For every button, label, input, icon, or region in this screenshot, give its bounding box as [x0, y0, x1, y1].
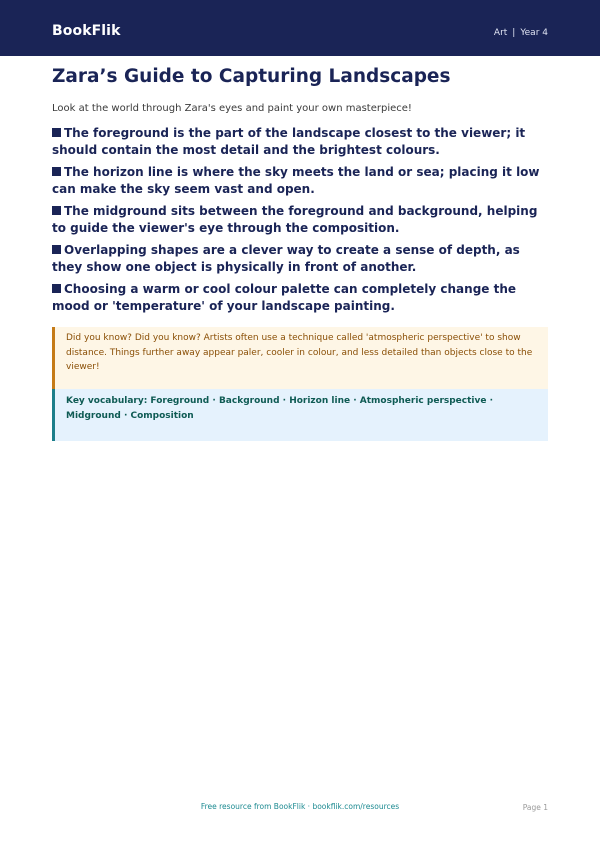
main-content	[52, 62, 548, 320]
square-bullet-icon	[52, 167, 61, 176]
did-you-know-callout	[52, 327, 548, 389]
page-title: Zara’s Guide to Capturing Landscapes	[52, 66, 451, 87]
square-bullet-icon	[52, 128, 61, 137]
square-bullet-icon	[52, 245, 61, 254]
subject-label: Art	[493, 28, 508, 38]
footer-resource-link[interactable]: Free resource from BookFlik · bookflik.com/resources	[200, 802, 400, 811]
top-bar	[0, 0, 600, 56]
list-item	[52, 242, 548, 276]
breadcrumb	[494, 28, 548, 38]
square-bullet-icon	[52, 206, 61, 215]
vocabulary-text: Key vocabulary: Foreground · Background · Horizon line · Atmospheric perspective · Midground · Composition	[66, 396, 494, 421]
list-item-text: The horizon line is where the sky meets the land or sea; placing it low can make the sky seem vast and open.	[52, 165, 540, 196]
list-item-text: Overlapping shapes are a clever way to create a sense of depth, as they show one object is physically in front of another.	[52, 243, 520, 274]
key-vocabulary-box	[52, 389, 548, 441]
year-label: Year 4	[520, 28, 548, 38]
tips-list	[52, 125, 548, 315]
callout-text: Did you know? Did you know? Artists often use a technique called 'atmospheric perspective' to show distance. Things further away appear paler, cooler in colour, and less detailed than objects close to the viewer!	[66, 333, 533, 372]
list-item-text: The foreground is the part of the landscape closest to the viewer; it should contain the most detail and the brightest colours.	[52, 126, 526, 157]
list-item	[52, 164, 548, 198]
list-item	[52, 203, 548, 237]
page-subtitle: Look at the world through Zara's eyes and paint your own masterpiece!	[52, 103, 412, 114]
breadcrumb-separator: |	[512, 28, 516, 38]
brand-logo[interactable]: BookFlik	[52, 23, 121, 39]
list-item-text: The midground sits between the foreground and background, helping to guide the viewer's eye through the composition.	[52, 204, 538, 235]
list-item-text: Choosing a warm or cool colour palette can completely change the mood or 'temperature' of your landscape painting.	[52, 282, 517, 313]
list-item	[52, 125, 548, 159]
list-item	[52, 281, 548, 315]
page-number: Page 1	[522, 803, 548, 812]
square-bullet-icon	[52, 284, 61, 293]
